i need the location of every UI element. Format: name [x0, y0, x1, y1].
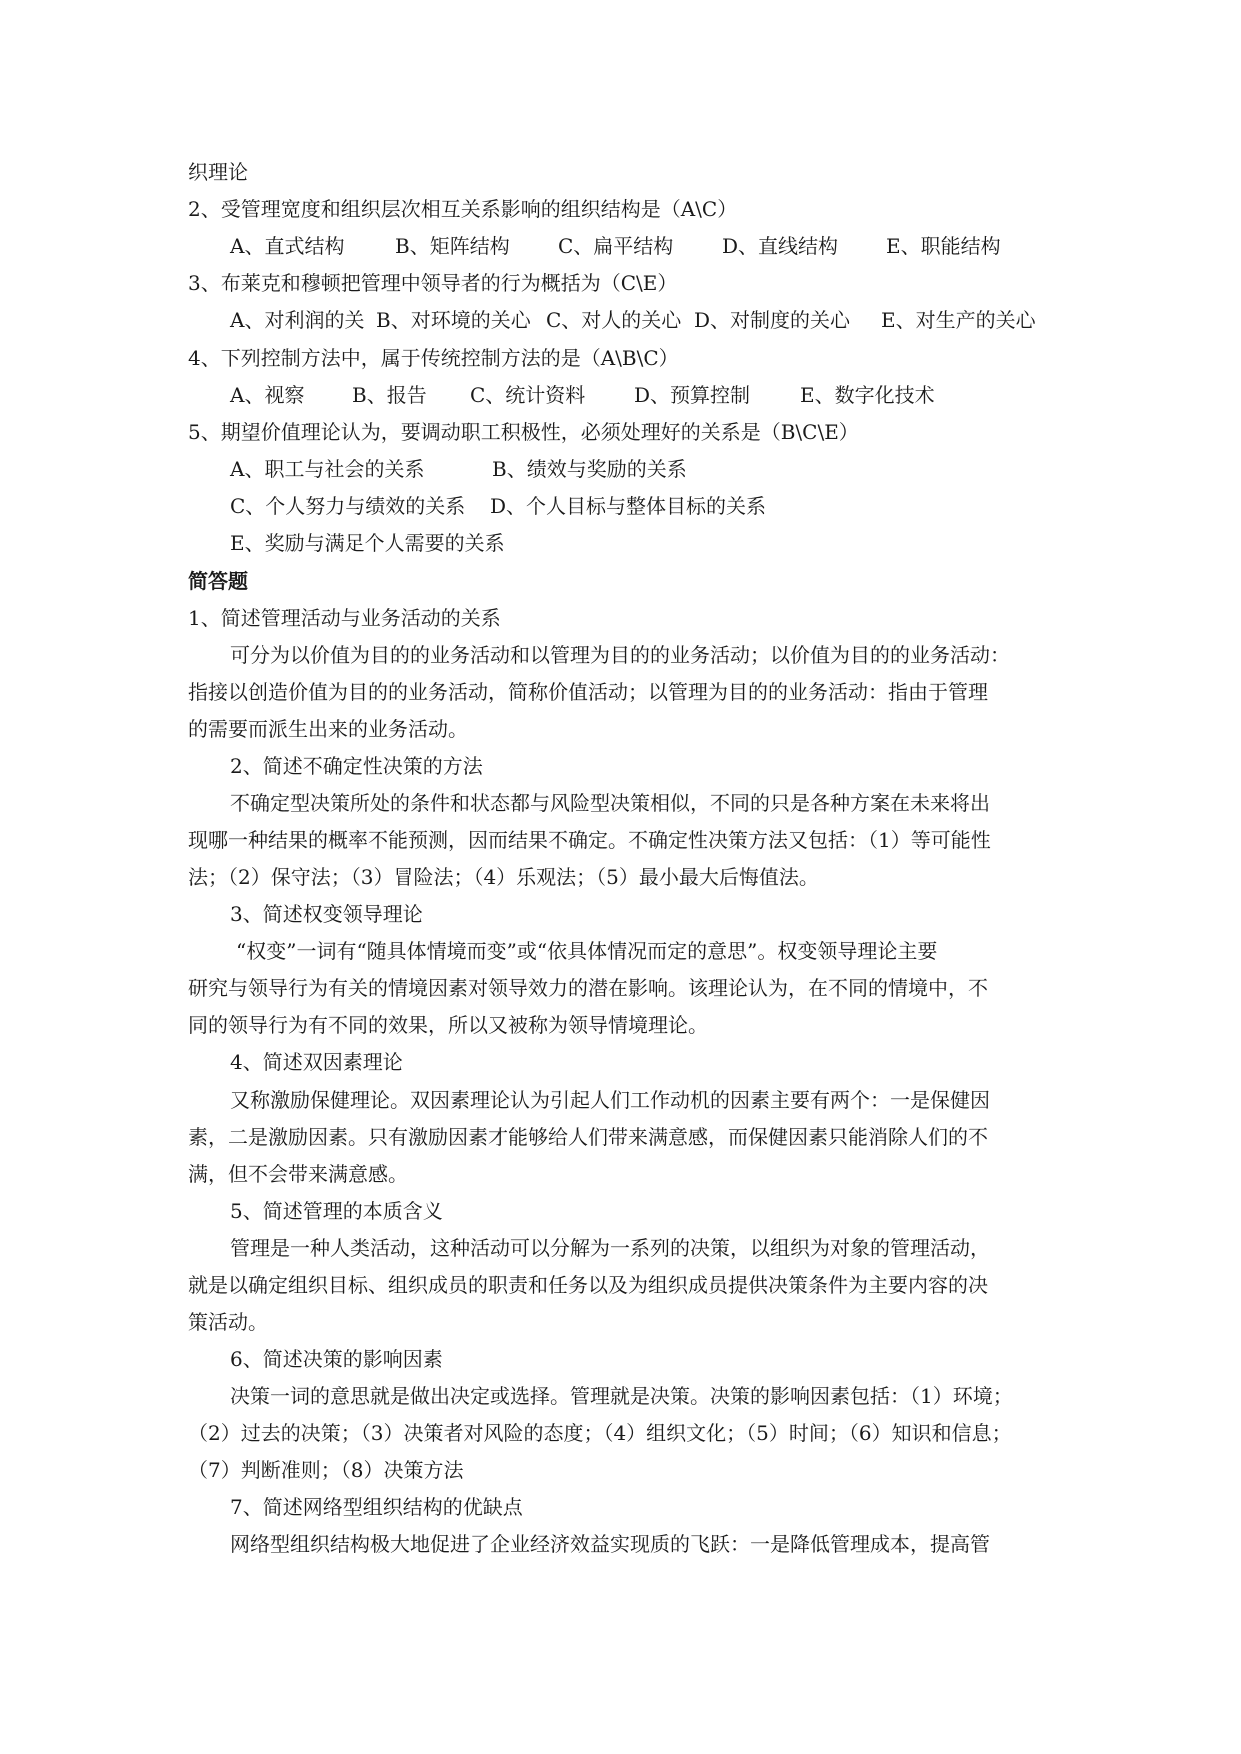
- short-answer-title: 6、简述决策的影响因素: [230, 1347, 443, 1371]
- paragraph-line: 的需要而派生出来的业务活动。: [188, 717, 468, 741]
- option-e: E、奖励与满足个人需要的关系: [230, 531, 505, 555]
- option-d: D、对制度的关心: [694, 308, 851, 332]
- question-stem: 4、下列控制方法中，属于传统控制方法的是（A\B\C）: [188, 346, 679, 370]
- paragraph-line: 素，二是激励因素。只有激励因素才能够给人们带来满意感，而保健因素只能消除人们的不: [188, 1125, 988, 1149]
- option-b: B、绩效与奖励的关系: [492, 457, 687, 481]
- option-e: E、数字化技术: [800, 383, 935, 407]
- short-answer-title: 7、简述网络型组织结构的优缺点: [230, 1495, 523, 1519]
- option-e: E、职能结构: [886, 234, 1001, 258]
- paragraph-line: 又称激励保健理论。双因素理论认为引起人们工作动机的因素主要有两个：一是保健因: [230, 1088, 990, 1112]
- option-d: D、预算控制: [634, 383, 751, 407]
- option-c: C、对人的关心: [546, 308, 682, 332]
- option-d: D、个人目标与整体目标的关系: [490, 494, 767, 518]
- paragraph-line: 可分为以价值为目的的业务活动和以管理为目的的业务活动；以价值为目的的业务活动：: [230, 643, 1010, 667]
- option-e: E、对生产的关心: [881, 308, 1036, 332]
- option-c: C、统计资料: [470, 383, 586, 407]
- option-b: B、对环境的关心: [376, 308, 531, 332]
- paragraph-line: 研究与领导行为有关的情境因素对领导效力的潜在影响。该理论认为，在不同的情境中，不: [188, 976, 988, 1000]
- section-heading: 简答题: [188, 569, 248, 593]
- option-d: D、直线结构: [722, 234, 839, 258]
- option-c: C、扁平结构: [558, 234, 674, 258]
- paragraph-line: 法；（2）保守法；（3）冒险法；（4）乐观法；（5）最小最大后悔值法。: [188, 865, 819, 889]
- short-answer-title: 2、简述不确定性决策的方法: [230, 754, 483, 778]
- paragraph-line: （2）过去的决策；（3）决策者对风险的态度；（4）组织文化；（5）时间；（6）知识和信息；: [188, 1421, 1012, 1445]
- paragraph-line: 就是以确定组织目标、组织成员的职责和任务以及为组织成员提供决策条件为主要内容的决: [188, 1273, 988, 1297]
- paragraph-line: 不确定型决策所处的条件和状态都与风险型决策相似，不同的只是各种方案在未来将出: [230, 791, 990, 815]
- question-stem: 2、受管理宽度和组织层次相互关系影响的组织结构是（A\C）: [188, 197, 738, 221]
- short-answer-title: 5、简述管理的本质含义: [230, 1199, 443, 1223]
- paragraph-line: 现哪一种结果的概率不能预测，因而结果不确定。不确定性决策方法又包括：（1）等可能性: [188, 828, 991, 852]
- option-a: A、对利润的关: [230, 308, 365, 332]
- question-stem: 5、期望价值理论认为，要调动职工积极性，必须处理好的关系是（B\C\E）: [188, 420, 859, 444]
- paragraph-line: 决策一词的意思就是做出决定或选择。管理就是决策。决策的影响因素包括：（1）环境；: [230, 1384, 1013, 1408]
- option-a: A、视察: [230, 383, 305, 407]
- option-b: B、报告: [352, 383, 427, 407]
- paragraph-line: 网络型组织结构极大地促进了企业经济效益实现质的飞跃：一是降低管理成本，提高管: [230, 1532, 990, 1556]
- paragraph-line: 同的领导行为有不同的效果，所以又被称为领导情境理论。: [188, 1013, 708, 1037]
- option-a: A、职工与社会的关系: [230, 457, 425, 481]
- short-answer-title: 4、简述双因素理论: [230, 1050, 403, 1074]
- paragraph-line: 管理是一种人类活动，这种活动可以分解为一系列的决策，以组织为对象的管理活动，: [230, 1236, 990, 1260]
- option-c: C、个人努力与绩效的关系: [230, 494, 466, 518]
- paragraph-line: （7）判断准则；（8）决策方法: [188, 1458, 464, 1482]
- short-answer-title: 3、简述权变领导理论: [230, 902, 423, 926]
- question-stem: 3、布莱克和穆顿把管理中领导者的行为概括为（C\E）: [188, 271, 678, 295]
- top-fragment: 织理论: [188, 160, 248, 184]
- paragraph-line: 指接以创造价值为目的的业务活动，简称价值活动；以管理为目的的业务活动：指由于管理: [188, 680, 988, 704]
- option-b: B、矩阵结构: [395, 234, 510, 258]
- short-answer-title: 1、简述管理活动与业务活动的关系: [188, 606, 501, 630]
- paragraph-line: 满，但不会带来满意感。: [188, 1162, 408, 1186]
- option-a: A、直式结构: [230, 234, 345, 258]
- paragraph-line: 策活动。: [188, 1310, 268, 1334]
- paragraph-line: “权变”一词有“随具体情境而变”或“依具体情况而定的意思”。权变领导理论主要: [236, 939, 938, 963]
